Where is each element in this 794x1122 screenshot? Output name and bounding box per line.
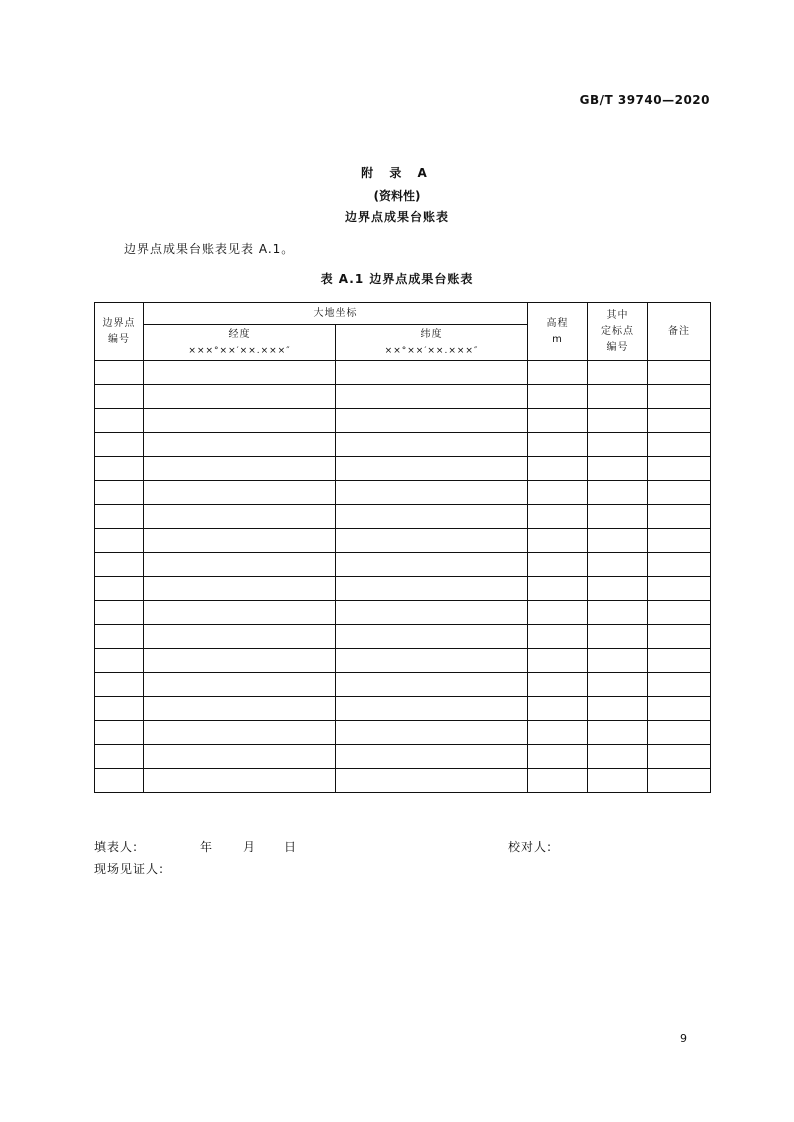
table-cell[interactable]	[95, 409, 144, 433]
ledger-body	[95, 361, 711, 793]
table-row	[95, 385, 711, 409]
annex-type: (资料性)	[373, 189, 421, 203]
witness-label: 现场见证人:	[94, 862, 165, 876]
table-cell[interactable]	[588, 745, 648, 769]
table-row	[95, 505, 711, 529]
table-cell[interactable]	[528, 697, 588, 721]
header-latitude-label: 纬度	[420, 328, 443, 340]
standard-code: GB/T 39740—2020	[579, 93, 710, 107]
table-cell[interactable]	[648, 481, 711, 505]
table-cell[interactable]	[336, 721, 528, 745]
year-label: 年	[200, 840, 214, 854]
header-elevation-unit: m	[552, 333, 563, 345]
table-cell[interactable]	[144, 457, 336, 481]
table-row	[95, 745, 711, 769]
table-cell[interactable]	[588, 625, 648, 649]
table-row	[95, 529, 711, 553]
header-point-no	[95, 303, 144, 361]
table-cell[interactable]	[648, 457, 711, 481]
table-row	[95, 577, 711, 601]
table-cell[interactable]	[648, 673, 711, 697]
table-cell[interactable]	[528, 505, 588, 529]
table-cell[interactable]	[336, 745, 528, 769]
table-cell[interactable]	[144, 673, 336, 697]
table-cell[interactable]	[528, 553, 588, 577]
table-cell[interactable]	[95, 385, 144, 409]
table-cell[interactable]	[144, 769, 336, 793]
table-cell[interactable]	[528, 625, 588, 649]
table-cell[interactable]	[528, 769, 588, 793]
table-cell[interactable]	[528, 385, 588, 409]
intro-text: 边界点成果台账表见表 A.1。	[124, 242, 295, 256]
checker-label: 校对人:	[508, 840, 553, 854]
table-cell[interactable]	[588, 433, 648, 457]
table-cell[interactable]	[648, 601, 711, 625]
table-cell[interactable]	[588, 505, 648, 529]
table-cell[interactable]	[144, 601, 336, 625]
table-cell[interactable]	[588, 721, 648, 745]
table-cell[interactable]	[144, 649, 336, 673]
table-cell[interactable]	[95, 361, 144, 385]
table-cell[interactable]	[528, 529, 588, 553]
table-cell[interactable]	[95, 553, 144, 577]
table-cell[interactable]	[528, 601, 588, 625]
table-cell[interactable]	[648, 577, 711, 601]
table-row	[95, 721, 711, 745]
table-cell[interactable]	[95, 481, 144, 505]
table-cell[interactable]	[95, 769, 144, 793]
table-cell[interactable]	[648, 529, 711, 553]
table-row	[95, 625, 711, 649]
table-cell[interactable]	[336, 361, 528, 385]
table-cell[interactable]	[648, 385, 711, 409]
header-point-no-line2: 编号	[108, 333, 130, 345]
table-cell[interactable]	[95, 721, 144, 745]
table-row	[95, 433, 711, 457]
table-cell[interactable]	[588, 553, 648, 577]
page-number: 9	[680, 1032, 687, 1045]
table-row	[95, 649, 711, 673]
table-cell[interactable]	[336, 505, 528, 529]
table-cell[interactable]	[528, 673, 588, 697]
filler-label: 填表人:	[94, 840, 139, 854]
table-cell[interactable]	[588, 529, 648, 553]
table-cell[interactable]	[144, 553, 336, 577]
table-cell[interactable]	[95, 649, 144, 673]
table-cell[interactable]	[336, 697, 528, 721]
table-cell[interactable]	[528, 361, 588, 385]
table-cell[interactable]	[95, 457, 144, 481]
table-cell[interactable]	[528, 409, 588, 433]
table-cell[interactable]	[588, 577, 648, 601]
table-cell[interactable]	[95, 745, 144, 769]
table-cell[interactable]	[336, 769, 528, 793]
table-cell[interactable]	[144, 745, 336, 769]
table-cell[interactable]	[95, 577, 144, 601]
table-cell[interactable]	[336, 457, 528, 481]
table-cell[interactable]	[588, 673, 648, 697]
table-cell[interactable]	[588, 601, 648, 625]
table-cell[interactable]	[144, 505, 336, 529]
header-latitude	[336, 325, 528, 361]
table-row	[95, 457, 711, 481]
header-control-point	[588, 303, 648, 361]
header-latitude-format: ××°××′××.×××″	[384, 345, 479, 356]
table-cell[interactable]	[95, 601, 144, 625]
table-cell[interactable]	[144, 409, 336, 433]
table-cell[interactable]	[144, 385, 336, 409]
table-cell[interactable]	[528, 433, 588, 457]
table-cell[interactable]	[588, 361, 648, 385]
month-label: 月	[243, 840, 257, 854]
table-cell[interactable]	[336, 625, 528, 649]
table-cell[interactable]	[336, 601, 528, 625]
table-cell[interactable]	[528, 649, 588, 673]
table-cell[interactable]	[144, 697, 336, 721]
table-cell[interactable]	[588, 457, 648, 481]
table-cell[interactable]	[528, 745, 588, 769]
table-row	[95, 769, 711, 793]
table-row	[95, 361, 711, 385]
table-cell[interactable]	[336, 649, 528, 673]
table-row	[95, 481, 711, 505]
table-cell[interactable]	[336, 553, 528, 577]
table-cell[interactable]	[144, 721, 336, 745]
table-cell[interactable]	[528, 721, 588, 745]
boundary-point-ledger-table	[94, 302, 711, 793]
header-point-no-line1: 边界点	[102, 317, 136, 329]
table-cell[interactable]	[648, 361, 711, 385]
header-control-point-line3: 编号	[606, 341, 629, 353]
header-longitude	[144, 325, 336, 361]
table-cell[interactable]	[648, 697, 711, 721]
table-cell[interactable]	[588, 409, 648, 433]
table-cell[interactable]	[144, 529, 336, 553]
table-cell[interactable]	[648, 409, 711, 433]
table-cell[interactable]	[528, 481, 588, 505]
table-cell[interactable]	[588, 385, 648, 409]
table-cell[interactable]	[336, 529, 528, 553]
table-cell[interactable]	[336, 409, 528, 433]
table-cell[interactable]	[144, 361, 336, 385]
table-cell[interactable]	[588, 481, 648, 505]
table-cell[interactable]	[95, 433, 144, 457]
header-elevation-line1: 高程	[546, 317, 569, 329]
table-cell[interactable]	[648, 505, 711, 529]
header-longitude-label: 经度	[228, 328, 251, 340]
table-caption: 表 A.1 边界点成果台账表	[320, 272, 474, 286]
header-control-point-line1: 其中	[606, 309, 629, 321]
table-cell[interactable]	[336, 385, 528, 409]
table-row	[95, 553, 711, 577]
header-elevation	[528, 303, 588, 361]
table-cell[interactable]	[336, 433, 528, 457]
table-cell[interactable]	[336, 577, 528, 601]
table-row	[95, 409, 711, 433]
table-cell[interactable]	[648, 625, 711, 649]
table-cell[interactable]	[144, 577, 336, 601]
table-cell[interactable]	[95, 505, 144, 529]
table-cell[interactable]	[336, 481, 528, 505]
table-cell[interactable]	[588, 697, 648, 721]
table-cell[interactable]	[144, 433, 336, 457]
table-cell[interactable]	[95, 673, 144, 697]
table-cell[interactable]	[95, 625, 144, 649]
table-cell[interactable]	[528, 457, 588, 481]
header-control-point-line2: 定标点	[601, 325, 634, 337]
table-row	[95, 601, 711, 625]
table-cell[interactable]	[528, 577, 588, 601]
day-label: 日	[284, 840, 298, 854]
table-cell[interactable]	[588, 769, 648, 793]
table-cell[interactable]	[648, 769, 711, 793]
header-longitude-format: ×××°××′××.×××″	[188, 345, 291, 356]
header-remark: 备注	[648, 303, 711, 361]
table-cell[interactable]	[95, 697, 144, 721]
table-row	[95, 673, 711, 697]
table-cell[interactable]	[648, 649, 711, 673]
table-cell[interactable]	[144, 625, 336, 649]
header-geodetic: 大地坐标	[144, 303, 528, 325]
table-cell[interactable]	[336, 673, 528, 697]
table-cell[interactable]	[648, 553, 711, 577]
table-cell[interactable]	[588, 649, 648, 673]
annex-name: 边界点成果台账表	[344, 210, 449, 224]
table-cell[interactable]	[648, 721, 711, 745]
table-cell[interactable]	[648, 745, 711, 769]
annex-title: 附 录 A	[361, 166, 433, 180]
table-cell[interactable]	[648, 433, 711, 457]
table-row	[95, 697, 711, 721]
table-cell[interactable]	[95, 529, 144, 553]
table-cell[interactable]	[144, 481, 336, 505]
